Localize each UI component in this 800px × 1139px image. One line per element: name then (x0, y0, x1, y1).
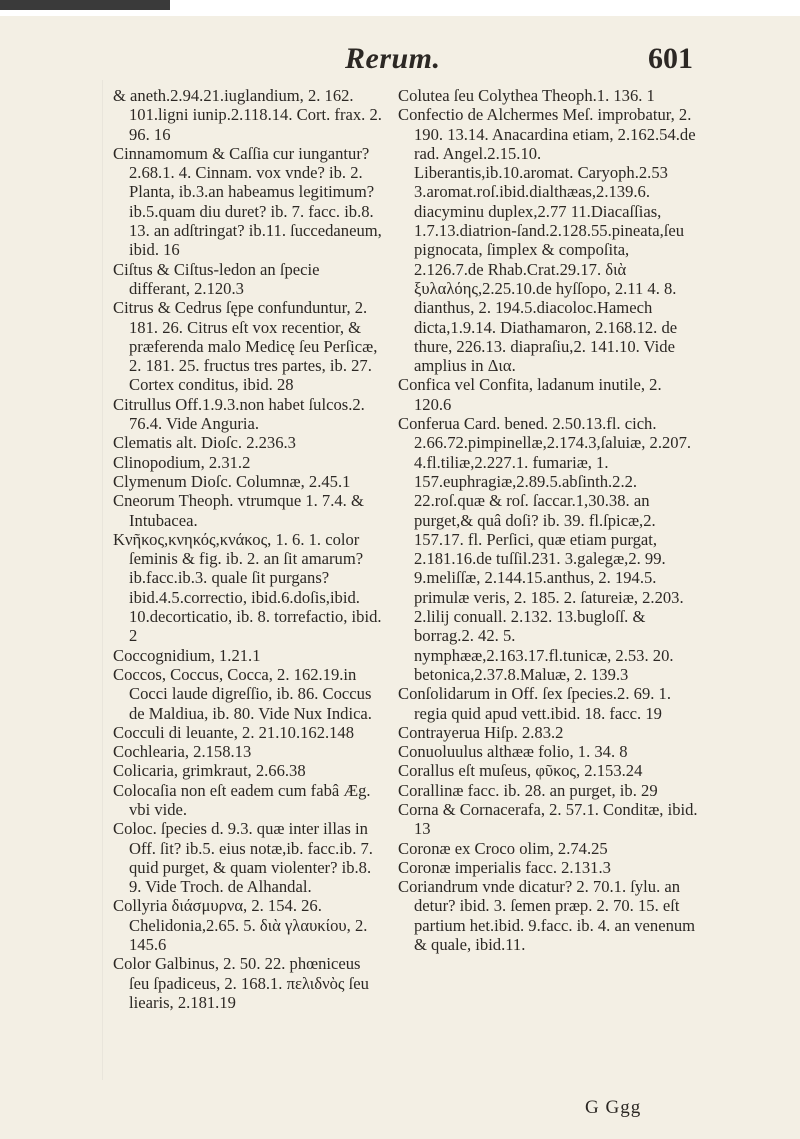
index-entry: Citrus & Cedrus ſępe confunduntur, 2. 181. 26. Citrus eſt vox recentior, & præferenda malo Medicę ſeu Perſicæ, 2. 181. 25. fructus tres partes, ib. 27. Cortex conditus, ibid. 28 (113, 298, 382, 395)
index-entry: Coriandrum vnde dicatur? 2. 70.1. ſylu. an detur? ibid. 3. ſemen præp. 2. 70. 15. eſt partium het.ibid. 9.facc. ib. 4. an venenum & quale, ibid.11. (398, 877, 700, 955)
index-entry: Contrayerua Hiſp. 2.83.2 (398, 722, 564, 742)
index-entry: Clinopodium, 2.31.2 (113, 452, 251, 472)
running-title: Rerum. (345, 42, 441, 75)
index-entry: Colicaria, grimkraut, 2.66.38 (113, 761, 306, 781)
index-entry: Corna & Cornacerafa, 2. 57.1. Conditæ, ibid. 13 (398, 799, 702, 839)
index-entry: Corallinæ facc. ib. 28. an purget, ib. 29 (398, 780, 658, 800)
index-entry: Colutea ſeu Colythea Theoph.1. 136. 1 (398, 86, 655, 105)
index-entry: Coccos, Coccus, Cocca, 2. 162.19.in Cocci laude digreſſio, ib. 86. Coccus de Maldiua, ib. 80. Vide Nux Indica. (113, 664, 376, 723)
gutter (102, 80, 103, 1080)
index-entry: Colocaſia non eſt eadem cum fabâ Æg. vbi vide. (113, 780, 375, 819)
index-column-right (398, 86, 702, 955)
page-number: 601 (648, 42, 693, 75)
index-entry: Κνῆκος,κνηκός,κνάκος, 1. 6. 1. color ſeminis & fig. ib. 2. an ſit amarum? ib.facc.ib.3. quale ſit purgans?ibid.4.5.correctio, ibid.6.doſis,ibid. 10.decorticatio, ib. 8. torrefactio, ibid. 2 (113, 529, 386, 646)
index-entry: Cocculi di leuante, 2. 21.10.162.148 (113, 722, 355, 742)
index-entry: Conuoluulus althææ folio, 1. 34. 8 (398, 742, 628, 762)
top-edge (0, 0, 800, 16)
index-column-left (113, 86, 387, 1012)
top-edge-dark (0, 0, 170, 10)
index-entry: Coccognidium, 1.21.1 (113, 645, 261, 665)
index-entry: Coronæ imperialis facc. 2.131.3 (398, 857, 611, 877)
index-entry: Confica vel Confita, ladanum inutile, 2. 120.6 (398, 375, 666, 414)
signature-mark: G Ggg (585, 1097, 642, 1118)
index-entry: Clymenum Dioſc. Columnæ, 2.45.1 (113, 471, 351, 491)
index-entry: Conferua Card. bened. 2.50.13.fl. cich. 2.66.72.pimpinellæ,2.174.3,ſaluiæ, 2.207. 4.fl.tiliæ,2.227.1. fumariæ, 1. 157.euphragiæ,2.89.5.abſinth.2.2. 22.roſ.quæ & roſ. ſaccar.1,30.38. an purget,& quâ doſi? ib. 39. fl.ſpicæ,2. 157.17. fl. Perſici, quæ etiam purgat, 2.181.16.de tuſſil.231. 3.galegæ,2. 99. 9.meliſſæ, 2.144.15.anthus, 2. 194.5. primulæ veris, 2. 185. 2. ſatureiæ, 2.203. 2.lilij conuall. 2.132. 13.bugloſſ. & borrag.2. 42. 5. nymphææ,2.163.17.fl.tunicæ, 2.53. 20. betonica,2.37.8.Maluæ, 2. 139.3 (398, 414, 696, 684)
index-entry: Coronæ ex Croco olim, 2.74.25 (398, 838, 608, 858)
index-entry: Conſolidarum in Off. ſex ſpecies.2. 69. 1. regia quid apud vett.ibid. 18. facc. 19 (398, 684, 676, 723)
index-entry: Color Galbinus, 2. 50. 22. phœniceus ſeu ſpadiceus, 2. 168.1. πελιδνὸς ſeu liearis, 2.181.19 (113, 954, 374, 1012)
index-entry: Citrullus Off.1.9.3.non habet ſulcos.2. 76.4. Vide Anguria. (113, 394, 369, 434)
index-entry: Confectio de Alchermes Meſ. improbatur, 2. 190. 13.14. Anacardina etiam, 2.162.54.de rad. Angel.2.15.10. Liberantis,ib.10.aromat. Caryoph.2.53 3.aromat.roſ.ibid.dialthæas,2.139.6. diacyminu duplex,2.77 11.Diacaſſias, 1.7.13.diatrion-ſand.2.128.55.pineata,ſeu pignocata, ſimplex & compoſita, 2.126.7.de Rhab.Crat.29.17. διὰ ξυλαλόης,2.25.10.de hyſſopo, 2.11 4. 8. dianthus, 2. 194.5.diacoloc.Hamech dicta,1.9.14. Diathamaron, 2.168.12. de thure, 226.13. diapraſiu,2. 141.10. Vide amplius in Δια. (398, 105, 700, 376)
index-entry: Cinnamomum & Caſſia cur iungantur? 2.68.1. 4. Cinnam. vox vnde? ib. 2. Planta, ib.3.an habeamus legitimum? ib.5.quam diu duret? ib. 7. facc. ib.8. 13. an adſtringat? ib.11. ſuccedaneum, ibid. 16 (113, 143, 386, 260)
page-header (0, 42, 800, 82)
index-entry: Clematis alt. Dioſc. 2.236.3 (113, 433, 296, 453)
index-entry: Ciſtus & Ciſtus-ledon an ſpecie differant, 2.120.3 (113, 259, 324, 298)
index-entry: Cochlearia, 2.158.13 (113, 742, 252, 762)
index-entry: & aneth.2.94.21.iuglandium, 2. 162. 101.ligni iunip.2.118.14. Cort. frax. 2. 96. 16 (113, 86, 387, 144)
index-entry: Collyria διάσμυρνα, 2. 154. 26. Chelidonia,2.65. 5. διὰ γλαυκίου, 2. 145.6 (113, 896, 372, 955)
index-entry: Coloc. ſpecies d. 9.3. quæ inter illas in Off. ſit? ib.5. eius notæ,ib. facc.ib. 7. quid purget, & quam violenter? ib.8. 9. Vide Troch. de Alhandal. (113, 819, 378, 897)
index-entry: Cneorum Theoph. vtrumque 1. 7.4. & Intubacea. (113, 491, 369, 530)
index-entry: Corallus eſt muſeus, φῦκος, 2.153.24 (398, 761, 643, 781)
